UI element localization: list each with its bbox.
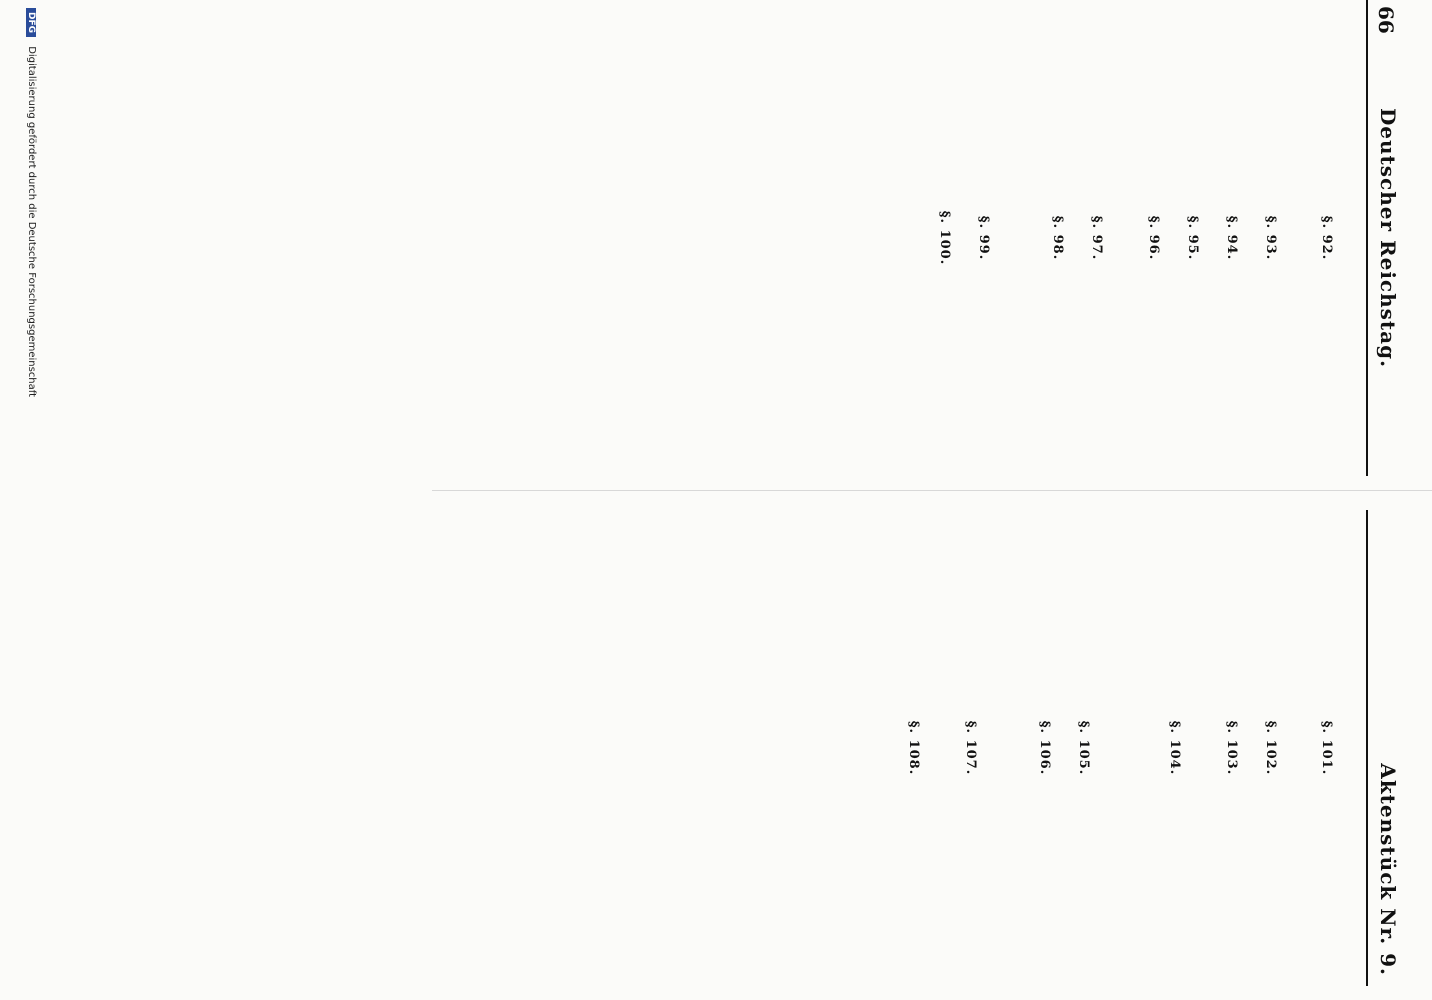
section-heading: §. 96. [1146, 215, 1161, 261]
paragraph [1189, 510, 1205, 986]
digitization-credit [15, 0, 37, 1000]
paragraph [945, 510, 961, 986]
section-heading: §. 99. [976, 215, 992, 261]
section-heading: §. 108. [906, 720, 922, 776]
section-heading: §. 106. [1037, 720, 1052, 776]
left-running-head [1366, 0, 1402, 476]
section-heading: §. 102. [1263, 720, 1278, 776]
paragraph [1302, 0, 1318, 476]
section-heading: §. 93. [1263, 215, 1278, 261]
paragraph [984, 510, 1000, 986]
paragraph [1302, 510, 1318, 986]
section-heading: §. 105. [1076, 720, 1091, 776]
paragraph [1058, 510, 1074, 986]
section-heading: §. 104. [1167, 720, 1183, 776]
paragraph [1245, 510, 1261, 986]
paragraph [1115, 510, 1131, 986]
right-running-head [1366, 510, 1402, 986]
paragraph [1132, 510, 1148, 986]
paragraph [1019, 510, 1035, 986]
section-heading: §. 107. [963, 720, 978, 776]
paragraph [959, 0, 975, 476]
running-title: Aktenstück Nr. 9. [1376, 763, 1400, 976]
section-heading: §. 100. [937, 210, 953, 266]
section-heading: §. 103. [1224, 720, 1239, 776]
dfg-logo: DFG [26, 8, 36, 37]
paragraph [1341, 0, 1357, 476]
running-title: Deutscher Reichstag. [1376, 107, 1400, 369]
paragraph [1284, 0, 1300, 476]
paragraph [1033, 0, 1049, 476]
paragraph [928, 510, 944, 986]
paragraph [1002, 510, 1018, 986]
left-body-text [502, 0, 1356, 476]
paragraph [1284, 510, 1300, 986]
paragraph [1072, 0, 1088, 476]
paragraph [1097, 510, 1113, 986]
paragraph [1128, 0, 1144, 476]
paragraph [1206, 510, 1222, 986]
paragraph [920, 0, 936, 476]
right-page [502, 510, 1432, 986]
paragraph [998, 0, 1014, 476]
section-heading: §. 92. [1319, 215, 1335, 261]
paragraph [1150, 510, 1166, 986]
paragraph [889, 510, 905, 986]
section-heading: §. 95. [1185, 215, 1200, 261]
paragraph [1015, 0, 1031, 476]
paragraph [1341, 510, 1357, 986]
paragraph [1111, 0, 1127, 476]
page-gutter [432, 490, 1432, 491]
section-heading: §. 94. [1224, 215, 1239, 261]
paragraph [1245, 0, 1261, 476]
section-heading: §. 98. [1050, 215, 1066, 261]
right-body-text [502, 510, 1356, 986]
credit-text: Digitalisierung gefördert durch die Deutsche Forschungsgemeinschaft [26, 46, 37, 398]
section-heading: §. 101. [1319, 720, 1335, 776]
paragraph [1167, 0, 1183, 476]
left-page [502, 0, 1432, 476]
page-number: 66 [1374, 6, 1398, 34]
paragraph [1206, 0, 1222, 476]
section-heading: §. 97. [1089, 215, 1105, 261]
